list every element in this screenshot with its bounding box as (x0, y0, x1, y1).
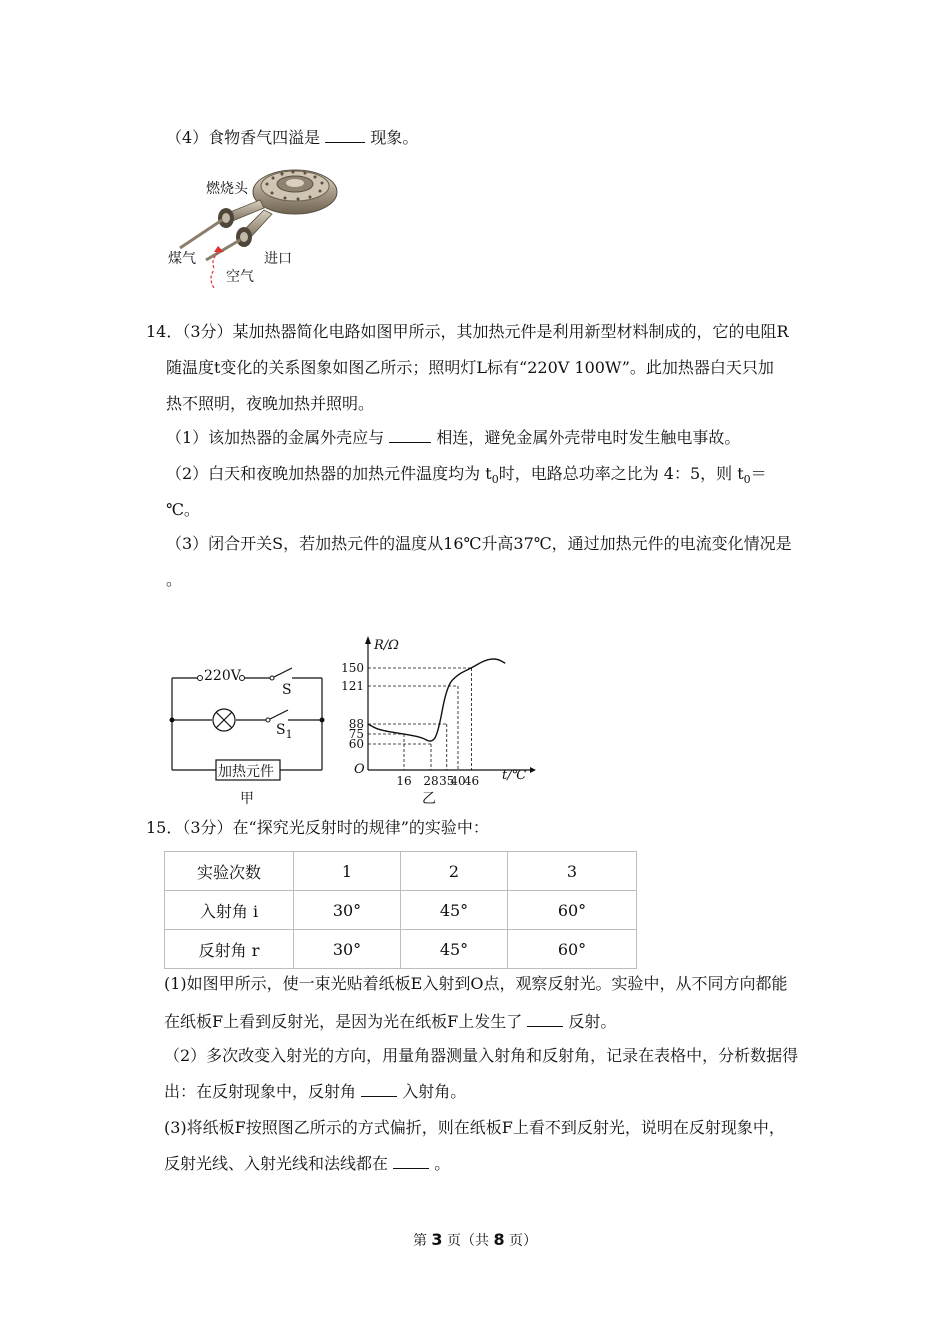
voltage-label: 220V (204, 668, 241, 684)
page-total: 8 (493, 1230, 505, 1249)
x-tick-label: 16 (396, 774, 412, 788)
r-t-graph (330, 630, 540, 810)
table-cell: 1 (294, 852, 401, 891)
table-row (165, 852, 637, 891)
answer-blank[interactable] (389, 428, 431, 443)
table-cell: 60° (508, 930, 637, 969)
table-cell: 45° (401, 930, 508, 969)
heating-element-label: 加热元件 (218, 764, 274, 780)
table-cell: 3 (508, 852, 637, 891)
q15-item1-line1: (1)如图甲所示，使一束光贴着纸板E入射到O点，观察反射光。实验中，从不同方向都能 (164, 974, 788, 993)
q14-item2-line2: ℃。 (166, 500, 200, 519)
x-tick-label: 40 (450, 774, 466, 788)
q15-item2-line1: （2）多次改变入射光的方向，用量角器测量入射角和反射角，记录在表格中，分析数据得 (164, 1046, 799, 1065)
x-axis-arrow (530, 767, 536, 773)
r-t-curve (368, 659, 505, 741)
table-cell: 反射角 r (165, 930, 294, 969)
graph-xlabel: t/℃ (502, 768, 527, 783)
x-tick-label: 28 (423, 774, 439, 788)
q15-item3-line2: 反射光线、入射光线和法线都在 。 (164, 1154, 451, 1173)
table-cell: 45° (401, 891, 508, 930)
y-axis-arrow (365, 636, 371, 644)
q14-item1: （1）该加热器的金属外壳应与 相连，避免金属外壳带电时发生触电事故。 (166, 428, 741, 447)
reflection-data-table (164, 851, 637, 969)
y-tick-label: 60 (348, 737, 364, 751)
q14-line3: 热不照明，夜晚加热并照明。 (166, 394, 375, 413)
table-cell: 30° (294, 930, 401, 969)
y-tick-label: 88 (348, 717, 364, 731)
label-air: 空气 (226, 269, 254, 285)
x-tick-label: 46 (463, 774, 480, 788)
switch-s-label: S (282, 682, 292, 698)
answer-blank[interactable] (527, 1012, 563, 1027)
page-number: 3 (431, 1230, 443, 1249)
q15-item2-line2: 出：在反射现象中，反射角 入射角。 (164, 1082, 467, 1101)
q15-item3-line1: (3)将纸板F按照图乙所示的方式偏折，则在纸板F上看不到反射光，说明在反射现象中， (164, 1118, 785, 1137)
graph-origin: O (354, 762, 365, 777)
label-gas: 煤气 (168, 251, 196, 267)
table-row (165, 930, 637, 969)
r-t-graph-svg (330, 630, 540, 810)
circuit-caption: 甲 (240, 791, 254, 807)
answer-blank[interactable] (325, 128, 365, 143)
stove-burner-figure (160, 160, 350, 290)
q13-item4: （4）食物香气四溢是 现象。 (166, 128, 419, 147)
y-tick-label: 150 (341, 661, 364, 675)
q14-item2: （2）白天和夜晚加热器的加热元件温度均为 $t_0$时，电路总功率之比为 4：5，则 $t_0=$ (166, 464, 767, 487)
stove-burner-illustration (160, 160, 350, 290)
table-row (165, 891, 637, 930)
answer-blank[interactable] (393, 1154, 429, 1169)
answer-blank[interactable] (361, 1082, 397, 1097)
label-inlet: 进口 (264, 251, 292, 267)
table-cell: 实验次数 (165, 852, 294, 891)
label-burner-head: 燃烧头 (206, 181, 248, 197)
switch-s1-label: $S_1$ (276, 722, 293, 741)
q15-intro: 15．（3分）在“探究光反射时的规律”的实验中： (146, 818, 489, 837)
table-cell: 2 (401, 852, 508, 891)
x-tick-label: 35 (439, 774, 455, 788)
graph-ylabel: R/Ω (374, 638, 399, 653)
table-cell: 入射角 i (165, 891, 294, 930)
q14-item3-line2: 。 (166, 570, 183, 589)
q14-line2: 随温度t变化的关系图象如图乙所示；照明灯L标有“220V 100W”。此加热器白天只加 (166, 358, 774, 377)
q15-item1-line2: 在纸板F上看到反射光，是因为光在纸板F上发生了 反射。 (164, 1012, 617, 1031)
table-cell: 30° (294, 891, 401, 930)
q14-item3: （3）闭合开关S，若加热元件的温度从16℃升高37℃，通过加热元件的电流变化情况是 (166, 534, 792, 553)
q14-line1: 14．（3分）某加热器简化电路如图甲所示，其加热元件是利用新型材料制成的，它的电阻R (146, 322, 789, 341)
circuit-diagram (160, 660, 340, 810)
page-footer: 第 3 页（共 8 页） (412, 1230, 538, 1249)
y-tick-label: 121 (341, 679, 364, 693)
table-cell: 60° (508, 891, 637, 930)
y-tick-label: 75 (348, 727, 364, 741)
graph-caption: 乙 (422, 791, 436, 807)
